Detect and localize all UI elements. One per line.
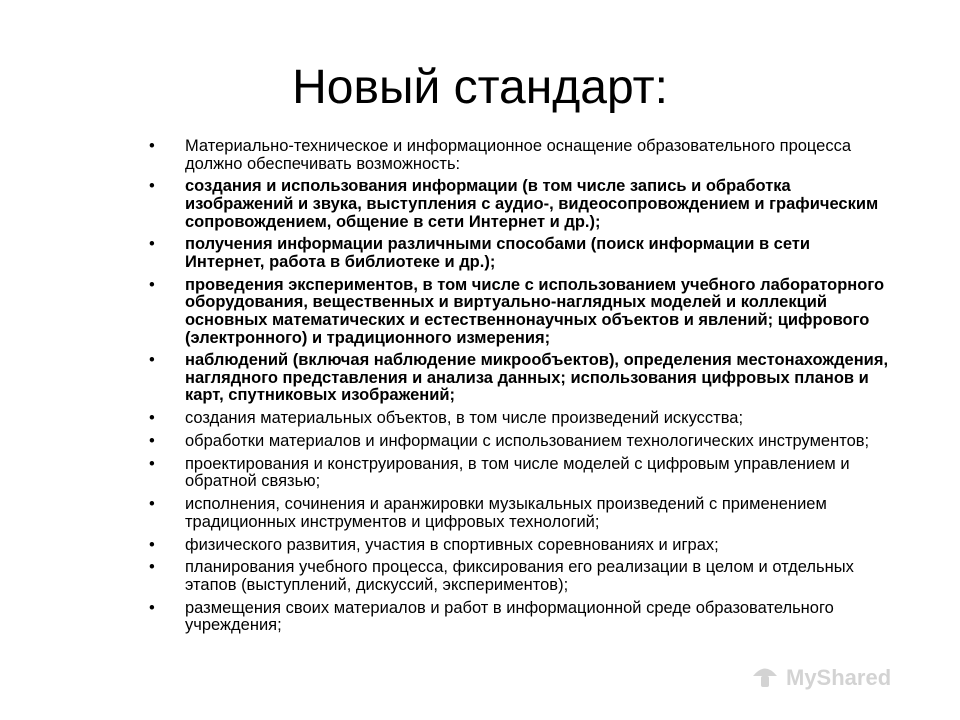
bullet-item	[149, 432, 890, 451]
bullet-text: исполнения, сочинения и аранжировки музыкальных произведений с применением традиционных инструментов и цифровых технологий;	[185, 495, 827, 531]
bullet-text: создания и использования информации (в том числе запись и обработка изображений и звука, выступления с аудио-, видеосопровождением и графическим сопровождением, общение в сети Интернет и др.);	[185, 177, 879, 231]
bullet-text: проведения экспериментов, в том числе с использованием учебного лабораторного оборудования, вещественных и виртуально-наглядных моделей и коллекций основных математических и естественнонаучных объектов и явлений; цифрового (электронного) и традиционного измерения;	[185, 275, 885, 347]
bullet-text: планирования учебного процесса, фиксирования его реализации в целом и отдельных этапов (выступлений, дискуссий, экспериментов);	[185, 558, 854, 594]
bullet-text: Материально-техническое и информационное оснащение образовательного процесса должно обеспечивать возможность:	[185, 137, 852, 173]
bullet-mark: •	[149, 177, 155, 196]
bullet-item	[149, 351, 890, 405]
bullet-text: создания материальных объектов, в том числе произведений искусства;	[185, 409, 744, 428]
bullet-item	[149, 598, 890, 635]
slide-title: Новый стандарт:	[292, 61, 668, 114]
bullet-item	[149, 235, 890, 271]
bullet-mark: •	[149, 558, 155, 577]
bullet-item	[149, 535, 890, 555]
bullet-item	[149, 275, 890, 347]
bullet-mark: •	[149, 432, 155, 451]
bullet-text: обработки материалов и информации с использованием технологических инструментов;	[185, 432, 870, 451]
bullet-mark: •	[149, 454, 155, 473]
bullet-text: размещения своих материалов и работ в информационной среде образовательного учреждения;	[185, 598, 834, 635]
bullet-mark: •	[149, 137, 155, 155]
bullet-item	[149, 558, 890, 594]
bullet-text: физического развития, участия в спортивных соревнованиях и играх;	[185, 535, 719, 554]
bullet-item	[149, 495, 890, 531]
mushroom-logo-icon	[750, 661, 780, 696]
bullet-text: проектирования и конструирования, в том числе моделей с цифровым управлением и обратной связью;	[185, 454, 850, 491]
bullet-text: получения информации различными способами (поиск информации в сети Интернет, работа в библиотеке и др.);	[185, 235, 811, 271]
bullet-mark: •	[149, 598, 155, 617]
bullet-mark: •	[149, 535, 155, 554]
bullet-mark: •	[149, 275, 155, 294]
bullet-text: наблюдений (включая наблюдение микрообъектов), определения местонахождения, наглядного представления и анализа данных; использования цифровых планов и карт, спутниковых изображений;	[185, 351, 889, 405]
bullet-item	[149, 137, 890, 173]
bullet-item	[149, 177, 890, 231]
bullet-mark: •	[149, 235, 155, 254]
bullet-item	[149, 454, 890, 491]
bullet-list	[149, 137, 890, 640]
bullet-mark: •	[149, 351, 155, 370]
bullet-item	[149, 409, 890, 428]
watermark-brand: MyShared	[786, 665, 892, 690]
bullet-mark: •	[149, 409, 155, 428]
watermark	[750, 660, 891, 696]
bullet-mark: •	[149, 495, 155, 514]
